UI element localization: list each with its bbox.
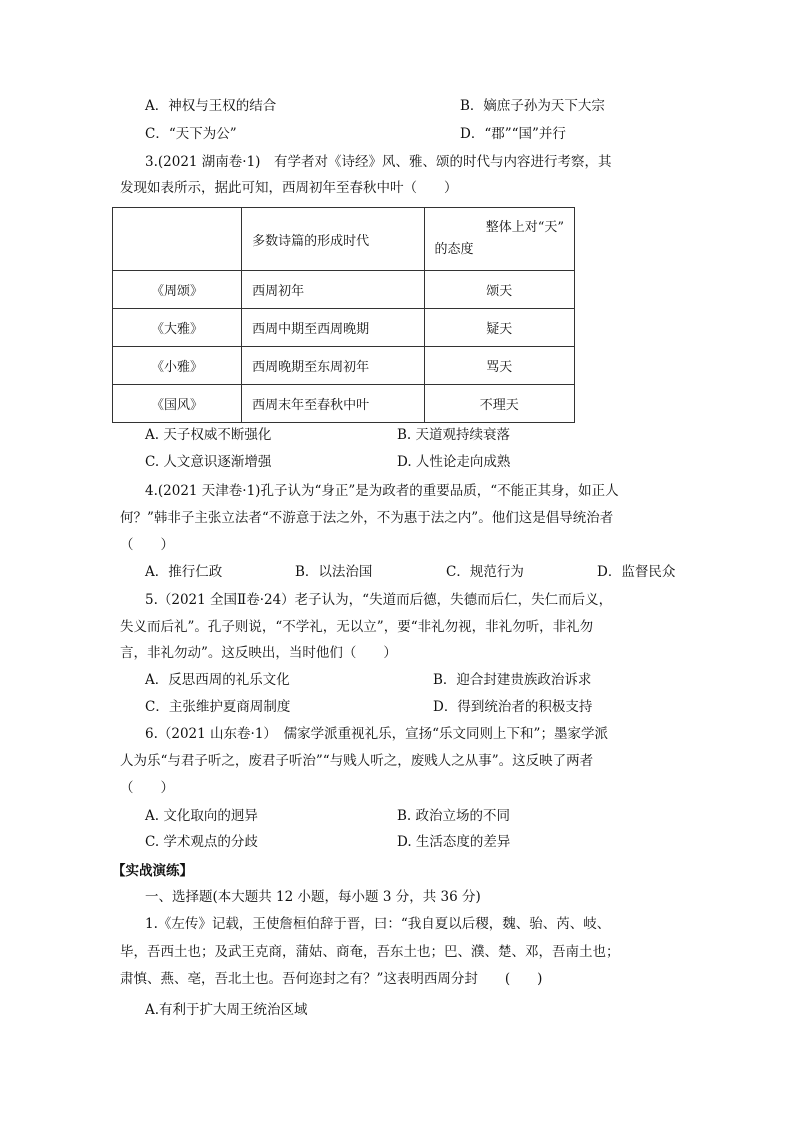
table-header-row: [113, 208, 575, 271]
practice-heading: 【实战演练】: [112, 863, 193, 879]
poem-name: 《周颂》: [113, 271, 242, 309]
poems-table: [112, 207, 575, 423]
table-header-era: 多数诗篇的形成时代: [242, 208, 424, 271]
q5-option-d: D．得到统治者的积极支持: [433, 699, 593, 715]
q4-option-a: A．推行仁政: [145, 564, 223, 580]
table-row: [113, 385, 575, 423]
poem-era: 西周末年至春秋中叶: [242, 385, 424, 423]
q4-option-b: B．以法治国: [295, 564, 373, 580]
section-title: 一、选择题(本大题共 12 小题，每小题 3 分，共 36 分): [145, 889, 481, 905]
poem-era: 西周初年: [242, 271, 424, 309]
q3-stem-line-2: 发现如表所示，据此可知，西周初年至春秋中叶（ ）: [120, 180, 458, 196]
q5-option-c: C．主张维护夏商周制度: [145, 699, 291, 715]
poem-era: 西周中期至西周晚期: [242, 309, 424, 347]
table-row: [113, 271, 575, 309]
q6-option-c: C. 学术观点的分歧: [145, 834, 258, 850]
poem-era: 西周晚期至东周初年: [242, 347, 424, 385]
option-d: D．“郡”“国”并行: [460, 126, 566, 142]
q3-option-d: D. 人性论走向成熟: [397, 454, 511, 470]
q4-option-c: C．规范行为: [446, 564, 524, 580]
q5-option-a: A．反思西周的礼乐文化: [145, 672, 290, 688]
q6-option-d: D. 生活态度的差异: [397, 834, 511, 850]
table-header-attitude: [424, 208, 574, 271]
q4-stem-line-2: 何？”韩非子主张立法者“不游意于法之外，不为惠于法之内”。他们这是倡导统治者: [120, 510, 614, 526]
practice-q1-line-1: 1.《左传》记载，王使詹桓伯辞于晋，曰：“我自夏以后稷，魏、骀、芮、岐、: [145, 916, 611, 932]
q6-option-a: A. 文化取向的迥异: [145, 808, 258, 824]
q5-stem-line-2: 失义而后礼”。孔子则说，“不学礼，无以立”，要“非礼勿视，非礼勿听，非礼勿: [120, 619, 594, 635]
practice-q1-line-2: 毕，吾西土也；及武王克商，蒲姑、商奄，吾东土也；巴、濮、楚、邓，吾南土也；: [120, 944, 620, 960]
option-a: A．神权与王权的结合: [145, 98, 277, 114]
q6-stem-line-2: 人为乐“与君子听之，废君子听治”“与贱人听之，废贱人之从事”。这反映了两者: [120, 753, 594, 769]
q3-option-c: C. 人文意识逐渐增强: [145, 454, 272, 470]
option-b: B．嫡庶子孙为天下大宗: [460, 98, 605, 114]
option-c: C．“天下为公”: [145, 126, 237, 142]
q4-stem-line-3: （ ）: [120, 537, 174, 553]
poem-attitude: 颂天: [424, 271, 574, 309]
practice-q1-option-a: A.有利于扩大周王统治区域: [145, 1002, 308, 1018]
table-row: [113, 347, 575, 385]
q6-stem-line-1: 6.（2021 山东卷·1） 儒家学派重视礼乐，宣扬“乐文同则上下和”；墨家学派: [145, 726, 608, 742]
q5-stem-line-3: 言，非礼勿动”。这反映出，当时他们（ ）: [120, 645, 397, 661]
header-attitude-line-2: 的态度: [434, 242, 474, 257]
q6-stem-line-3: （ ）: [120, 780, 174, 796]
header-attitude-line-1: 整体上对“天”: [485, 220, 564, 235]
poem-attitude: 骂天: [424, 347, 574, 385]
poem-name: 《大雅》: [113, 309, 242, 347]
table-row: [113, 309, 575, 347]
poem-name: 《小雅》: [113, 347, 242, 385]
q4-stem-line-1: 4.(2021 天津卷·1)孔子认为“身正”是为政者的重要品质，“不能正其身，如正人: [145, 483, 619, 499]
q4-option-d: D．监督民众: [597, 564, 676, 580]
poem-attitude: 不理天: [424, 385, 574, 423]
q3-stem-line-1: 3.(2021 湖南卷·1) 有学者对《诗经》风、雅、颂的时代与内容进行考察，其: [145, 154, 612, 170]
q6-option-b: B. 政治立场的不同: [397, 808, 511, 824]
q3-option-b: B. 天道观持续衰落: [397, 427, 511, 443]
poem-attitude: 疑天: [424, 309, 574, 347]
q5-stem-line-1: 5.（2021 全国Ⅱ卷·24）老子认为，“失道而后德，失德而后仁，失仁而后义，: [145, 592, 613, 608]
poem-name: 《国风》: [113, 385, 242, 423]
q3-option-a: A. 天子权威不断强化: [145, 427, 272, 443]
practice-q1-line-3: 肃慎、燕、亳，吾北土也。吾何迩封之有？”这表明西周分封 ( ): [120, 971, 543, 987]
table-header-empty: [113, 208, 242, 271]
q5-option-b: B．迎合封建贵族政治诉求: [433, 672, 592, 688]
